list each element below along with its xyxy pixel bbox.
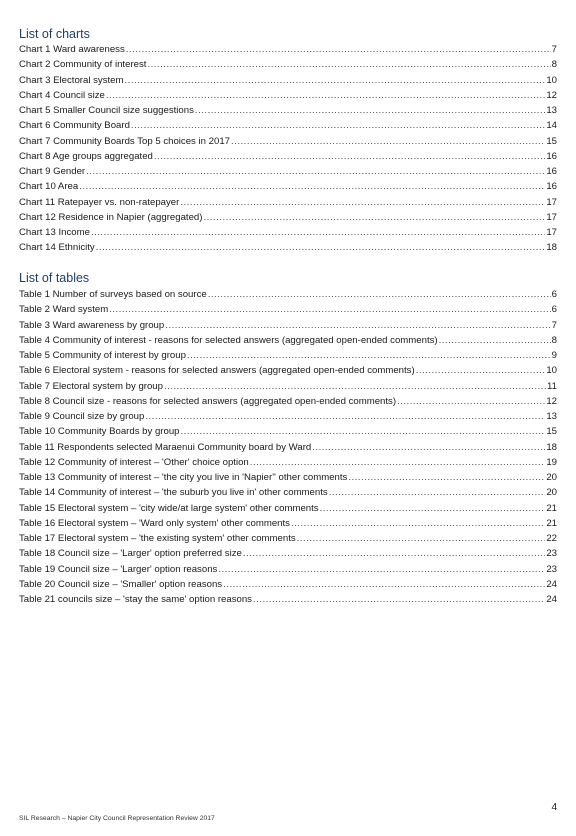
table-toc-entry-page-number: 11	[547, 380, 557, 392]
chart-toc-entry-label: Chart 3 Electoral system	[19, 74, 124, 86]
dot-leader	[145, 409, 545, 424]
table-toc-entry-page-number: 15	[546, 426, 557, 438]
dot-leader	[106, 88, 545, 103]
dot-leader	[243, 546, 545, 561]
chart-toc-entry-label: Chart 14 Ethnicity	[19, 242, 95, 254]
chart-toc-entry-label: Chart 4 Council size	[19, 89, 105, 101]
table-toc-entry-label: Table 21 councils size – 'stay the same' option reasons	[19, 594, 252, 605]
chart-toc-entry-page-number: 12	[546, 89, 557, 101]
chart-toc-entry[interactable]	[19, 118, 557, 133]
table-toc-entry-page-number: 24	[546, 594, 557, 605]
chart-toc-entry-page-number: 17	[546, 196, 557, 208]
dot-leader	[208, 287, 551, 302]
chart-toc-entry[interactable]	[19, 179, 557, 194]
table-toc-entry[interactable]	[19, 455, 557, 470]
table-toc-entry-label: Table 11 Respondents selected Maraenui Community board by Ward	[19, 441, 312, 453]
table-toc-entry-page-number: 9	[551, 350, 557, 361]
chart-toc-entry[interactable]	[19, 73, 557, 88]
chart-toc-entry-page-number: 16	[546, 181, 557, 193]
chart-toc-entry-label: Chart 7 Community Boards Top 5 choices in 2017	[19, 135, 230, 147]
table-toc-entry[interactable]	[19, 424, 557, 439]
chart-toc-entry[interactable]	[19, 225, 557, 240]
chart-toc-entry[interactable]	[19, 149, 557, 164]
chart-toc-entry[interactable]	[19, 210, 557, 225]
table-toc-entry-label: Table 18 Council size – 'Larger' option preferred size	[19, 548, 242, 560]
table-toc-entry-page-number: 20	[546, 472, 557, 483]
table-toc-entry[interactable]	[19, 516, 557, 531]
chart-toc-entry[interactable]	[19, 88, 557, 103]
dot-leader	[320, 501, 546, 516]
chart-toc-entry-label: Chart 12 Residence in Napier (aggregated)	[19, 211, 203, 223]
table-toc-entry-page-number: 23	[546, 563, 557, 575]
table-toc-entry[interactable]	[19, 470, 557, 485]
table-toc-entry-label: Table 8 Council size - reasons for selected answers (aggregated open-ended comments)	[19, 395, 397, 407]
table-toc-entry-label: Table 17 Electoral system – 'the existing system' other comments	[19, 533, 296, 544]
table-toc-entry[interactable]	[19, 348, 557, 363]
chart-toc-entry-page-number: 17	[546, 211, 557, 223]
dot-leader	[439, 333, 551, 348]
chart-toc-entry[interactable]	[19, 103, 557, 118]
chart-toc-entry-page-number: 18	[546, 242, 557, 254]
chart-toc-entry-label: Chart 6 Community Board	[19, 120, 130, 132]
table-toc-entry[interactable]	[19, 485, 557, 500]
dot-leader	[187, 348, 551, 363]
chart-toc-entry-page-number: 15	[546, 135, 557, 147]
chart-toc-entry[interactable]	[19, 57, 557, 72]
table-toc-entry[interactable]	[19, 409, 557, 424]
table-toc-entry-page-number: 21	[546, 502, 557, 514]
table-toc-entry-label: Table 7 Electoral system by group	[19, 380, 163, 392]
table-toc-entry-page-number: 19	[546, 456, 557, 468]
dot-leader	[416, 363, 546, 378]
table-toc-entry-page-number: 6	[551, 289, 557, 300]
dot-leader	[195, 103, 545, 118]
dot-leader	[181, 424, 546, 439]
table-toc-entry[interactable]	[19, 501, 557, 516]
table-toc-entry-label: Table 4 Community of interest - reasons for selected answers (aggregated open-ended comments)	[19, 334, 438, 346]
table-toc-entry-label: Table 20 Council size – 'Smaller' option reasons	[19, 578, 223, 590]
dot-leader	[223, 577, 545, 592]
table-toc-entry-label: Table 13 Community of interest – 'the city you live in 'Napier'' other comments	[19, 472, 348, 483]
dot-leader	[109, 302, 550, 317]
table-toc-entry-page-number: 18	[546, 441, 557, 453]
table-toc-entry[interactable]	[19, 363, 557, 378]
dot-leader	[250, 455, 546, 470]
charts-toc-list	[19, 42, 557, 256]
table-toc-entry-label: Table 12 Community of interest – 'Other' choice option	[19, 456, 249, 468]
chart-toc-entry-label: Chart 13 Income	[19, 227, 90, 238]
table-toc-entry-page-number: 6	[551, 304, 557, 316]
table-toc-entry-page-number: 8	[551, 334, 557, 346]
dot-leader	[126, 42, 551, 57]
table-toc-entry[interactable]	[19, 302, 557, 317]
chart-toc-entry-label: Chart 8 Age groups aggregated	[19, 150, 153, 162]
dot-leader	[291, 516, 545, 531]
dot-leader	[96, 240, 546, 255]
chart-toc-entry-label: Chart 10 Area	[19, 181, 79, 193]
table-toc-entry-label: Table 9 Council size by group	[19, 411, 145, 422]
page-footer: SIL Research – Napier City Council Representation Review 2017	[19, 815, 215, 822]
table-toc-entry[interactable]	[19, 379, 557, 394]
table-toc-entry[interactable]	[19, 318, 557, 333]
chart-toc-entry-label: Chart 1 Ward awareness	[19, 44, 125, 55]
table-toc-entry-label: Table 1 Number of surveys based on source	[19, 289, 207, 300]
chart-toc-entry-page-number: 8	[551, 59, 557, 71]
list-of-tables-heading: List of tables	[19, 271, 90, 285]
table-toc-entry-page-number: 20	[546, 487, 557, 499]
table-toc-entry-page-number: 23	[546, 548, 557, 560]
dot-leader	[397, 394, 545, 409]
dot-leader	[91, 225, 545, 240]
table-toc-entry[interactable]	[19, 333, 557, 348]
table-toc-entry-page-number: 12	[546, 395, 557, 407]
dot-leader	[180, 195, 545, 210]
dot-leader	[86, 164, 545, 179]
table-toc-entry-label: Table 3 Ward awareness by group	[19, 319, 165, 331]
table-toc-entry-page-number: 10	[546, 365, 557, 377]
chart-toc-entry[interactable]	[19, 240, 557, 255]
table-toc-entry[interactable]	[19, 577, 557, 592]
dot-leader	[79, 179, 545, 194]
dot-leader	[203, 210, 545, 225]
table-toc-entry-label: Table 19 Council size – 'Larger' option reasons	[19, 563, 218, 575]
table-toc-entry[interactable]	[19, 546, 557, 561]
chart-toc-entry[interactable]	[19, 134, 557, 149]
dot-leader	[297, 531, 546, 546]
table-toc-entry-page-number: 22	[546, 533, 557, 544]
chart-toc-entry[interactable]	[19, 195, 557, 210]
table-toc-entry[interactable]	[19, 562, 557, 577]
table-toc-entry-label: Table 10 Community Boards by group	[19, 426, 180, 438]
table-toc-entry-label: Table 14 Community of interest – 'the suburb you live in' other comments	[19, 487, 328, 499]
chart-toc-entry-page-number: 14	[546, 120, 557, 132]
chart-toc-entry-label: Chart 2 Community of interest	[19, 59, 147, 71]
dot-leader	[165, 318, 550, 333]
table-toc-entry-page-number: 13	[546, 411, 557, 422]
dot-leader	[125, 73, 546, 88]
chart-toc-entry[interactable]	[19, 164, 557, 179]
dot-leader	[348, 470, 545, 485]
chart-toc-entry-page-number: 10	[546, 74, 557, 86]
chart-toc-entry-page-number: 16	[546, 150, 557, 162]
table-toc-entry-label: Table 5 Community of interest by group	[19, 350, 186, 361]
table-toc-entry[interactable]	[19, 592, 557, 607]
table-toc-entry[interactable]	[19, 287, 557, 302]
tables-toc-list	[19, 287, 557, 607]
table-toc-entry-page-number: 21	[546, 517, 557, 529]
chart-toc-entry[interactable]	[19, 42, 557, 57]
dot-leader	[253, 592, 545, 607]
table-toc-entry-page-number: 7	[551, 319, 557, 331]
table-toc-entry[interactable]	[19, 531, 557, 546]
chart-toc-entry-label: Chart 5 Smaller Council size suggestions	[19, 105, 194, 116]
table-toc-entry-page-number: 24	[546, 578, 557, 590]
dot-leader	[218, 562, 545, 577]
dot-leader	[147, 57, 550, 72]
chart-toc-entry-page-number: 13	[546, 105, 557, 116]
table-toc-entry[interactable]	[19, 440, 557, 455]
dot-leader	[231, 134, 545, 149]
dot-leader	[131, 118, 545, 133]
dot-leader	[329, 485, 546, 500]
chart-toc-entry-page-number: 7	[551, 44, 557, 55]
chart-toc-entry-label: Chart 9 Gender	[19, 166, 86, 177]
chart-toc-entry-page-number: 17	[546, 227, 557, 238]
chart-toc-entry-page-number: 16	[546, 166, 557, 177]
chart-toc-entry-label: Chart 11 Ratepayer vs. non-ratepayer	[19, 196, 180, 208]
list-of-charts-heading: List of charts	[19, 27, 90, 41]
dot-leader	[164, 379, 546, 394]
table-toc-entry-label: Table 16 Electoral system – 'Ward only system' other comments	[19, 517, 290, 529]
table-toc-entry[interactable]	[19, 394, 557, 409]
dot-leader	[312, 440, 545, 455]
table-toc-entry-label: Table 2 Ward system	[19, 304, 109, 316]
page-number: 4	[551, 802, 557, 813]
dot-leader	[154, 149, 545, 164]
table-toc-entry-label: Table 15 Electoral system – 'city wide/at large system' other comments	[19, 502, 319, 514]
table-toc-entry-label: Table 6 Electoral system - reasons for selected answers (aggregated open-ended comments)	[19, 365, 415, 377]
